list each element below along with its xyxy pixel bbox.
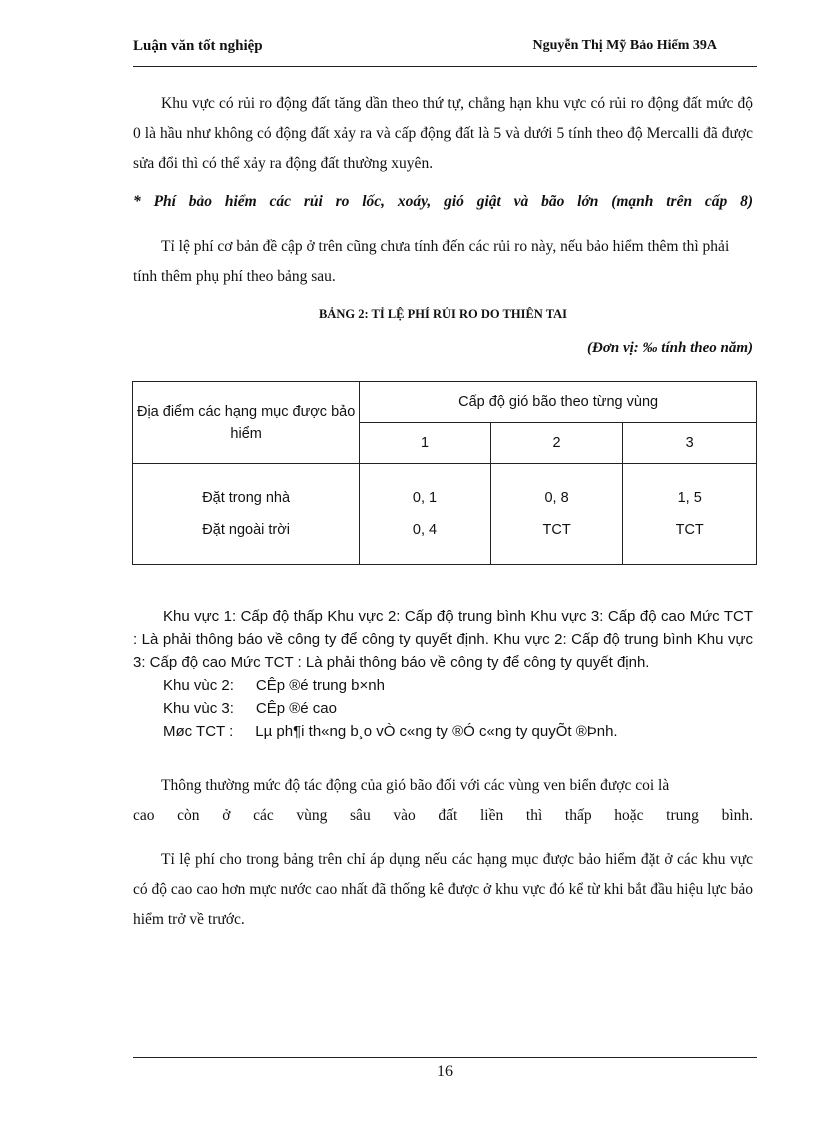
paragraph-surcharge-intro: Tỉ lệ phí cơ bản đề cập ở trên cũng chưa tính đến các rủi ro này, nếu bảo hiểm thêm thì phải tính thêm phụ phí theo bảng sau. [133,238,730,285]
zone-1-values-cell [360,464,491,565]
zone-note-text: Lµ ph¶i th«ng b¸o vÒ c«ng ty ®Ó c«ng ty quyÕt ®Þnh. [255,723,618,740]
table-header-row [133,382,757,423]
zone-note-label: Khu vùc 3: [163,700,234,717]
zone-note-line [133,720,753,743]
row-label-indoor: Đặt trong nhà [202,490,291,506]
zone-note-text: CÊp ®é trung b×nh [255,677,385,694]
value-indoor-zone-1: 0, 1 [412,490,438,506]
paragraph-rate-applicability: Tỉ lệ phí cho trong bảng trên chỉ áp dụng nếu các hạng mục được bảo hiểm đặt ở các khu vực có độ cao cao hơn mực nước cao nhất đã thống kê được ở khu vực đó kể từ khi bắt đầu hiệu lực bảo hiểm trở về trước. [133,851,753,928]
table-data-row [133,464,757,565]
header-thesis-title: Luận văn tốt nghiệp [133,38,263,54]
zone-note-label: Khu vùc 2: [163,677,234,694]
paragraph-coastal-impact [133,771,753,831]
location-header-cell [133,382,360,464]
zone-notes-block: Khu vực 1: Cấp độ thấp Khu vực 2: Cấp độ trung bình Khu vực 3: Cấp độ cao Mức TCT : Là phải thông báo về công ty để công ty quyết định. Khu vực 2: Cấp độ trung bình Khu vực 3: Cấp độ cao Mức TCT : Là phải thông báo về công ty để công ty quyết định. [133,608,753,671]
zone-notes [133,605,753,743]
rate-table [132,381,757,565]
zone-3-header: 3 [623,423,757,464]
zone-3-values-cell [623,464,757,565]
value-indoor-zone-3: 1, 5 [677,490,702,506]
zone-header-cell [360,382,757,423]
zone-note-label: Møc TCT : [163,723,234,740]
paragraph-coastal-impact-main: Thông thường mức độ tác động của gió bão đối với các vùng ven biển được coi là [161,777,670,794]
zone-note-line [133,697,753,720]
value-outdoor-zone-1: 0, 4 [412,522,438,538]
page-number: 16 [437,1063,453,1080]
footer-rule [133,1057,757,1058]
section-heading-storm-premium: * Phí bảo hiểm các rủi ro lốc, xoáy, gió giật và bão lớn (mạnh trên cấp 8) [133,193,753,210]
paragraph-coastal-impact-last: cao còn ở các vùng sâu vào đất liền thì thấp hoặc trung bình. [133,807,753,824]
zone-1-header: 1 [360,423,491,464]
location-labels-cell [133,464,360,565]
header-author: Nguyễn Thị Mỹ Bảo Hiểm 39A [532,38,717,53]
value-outdoor-zone-2: TCT [542,522,571,538]
table-title: BẢNG 2: TỈ LỆ PHÍ RỦI RO DO THIÊN TAI [318,307,568,321]
zone-2-header: 2 [490,423,623,464]
zone-header: Cấp độ gió bão theo từng vùng [458,394,659,410]
zone-note-line [133,674,753,697]
location-header: Địa điểm các hạng mục được bảo hiểm [136,403,356,442]
table-unit: (Đơn vị: ‰ tính theo năm) [587,340,753,356]
header-rule [133,66,757,67]
paragraph-earthquake-risk: Khu vực có rủi ro động đất tăng dần theo thứ tự, chẳng hạn khu vực có rủi ro động đất mức độ 0 là hầu như không có động đất xảy ra và cấp động đất là 5 và dưới 5 tính theo độ Mercalli đã được sửa đổi thì có thể xảy ra động đất thường xuyên. [133,95,753,172]
zone-2-values-cell [490,464,623,565]
value-indoor-zone-2: 0, 8 [544,490,569,506]
value-outdoor-zone-3: TCT [675,522,704,538]
row-label-outdoor: Đặt ngoài trời [202,522,290,538]
page-header [133,38,757,64]
zone-note-text: CÊp ®é cao [255,700,337,717]
